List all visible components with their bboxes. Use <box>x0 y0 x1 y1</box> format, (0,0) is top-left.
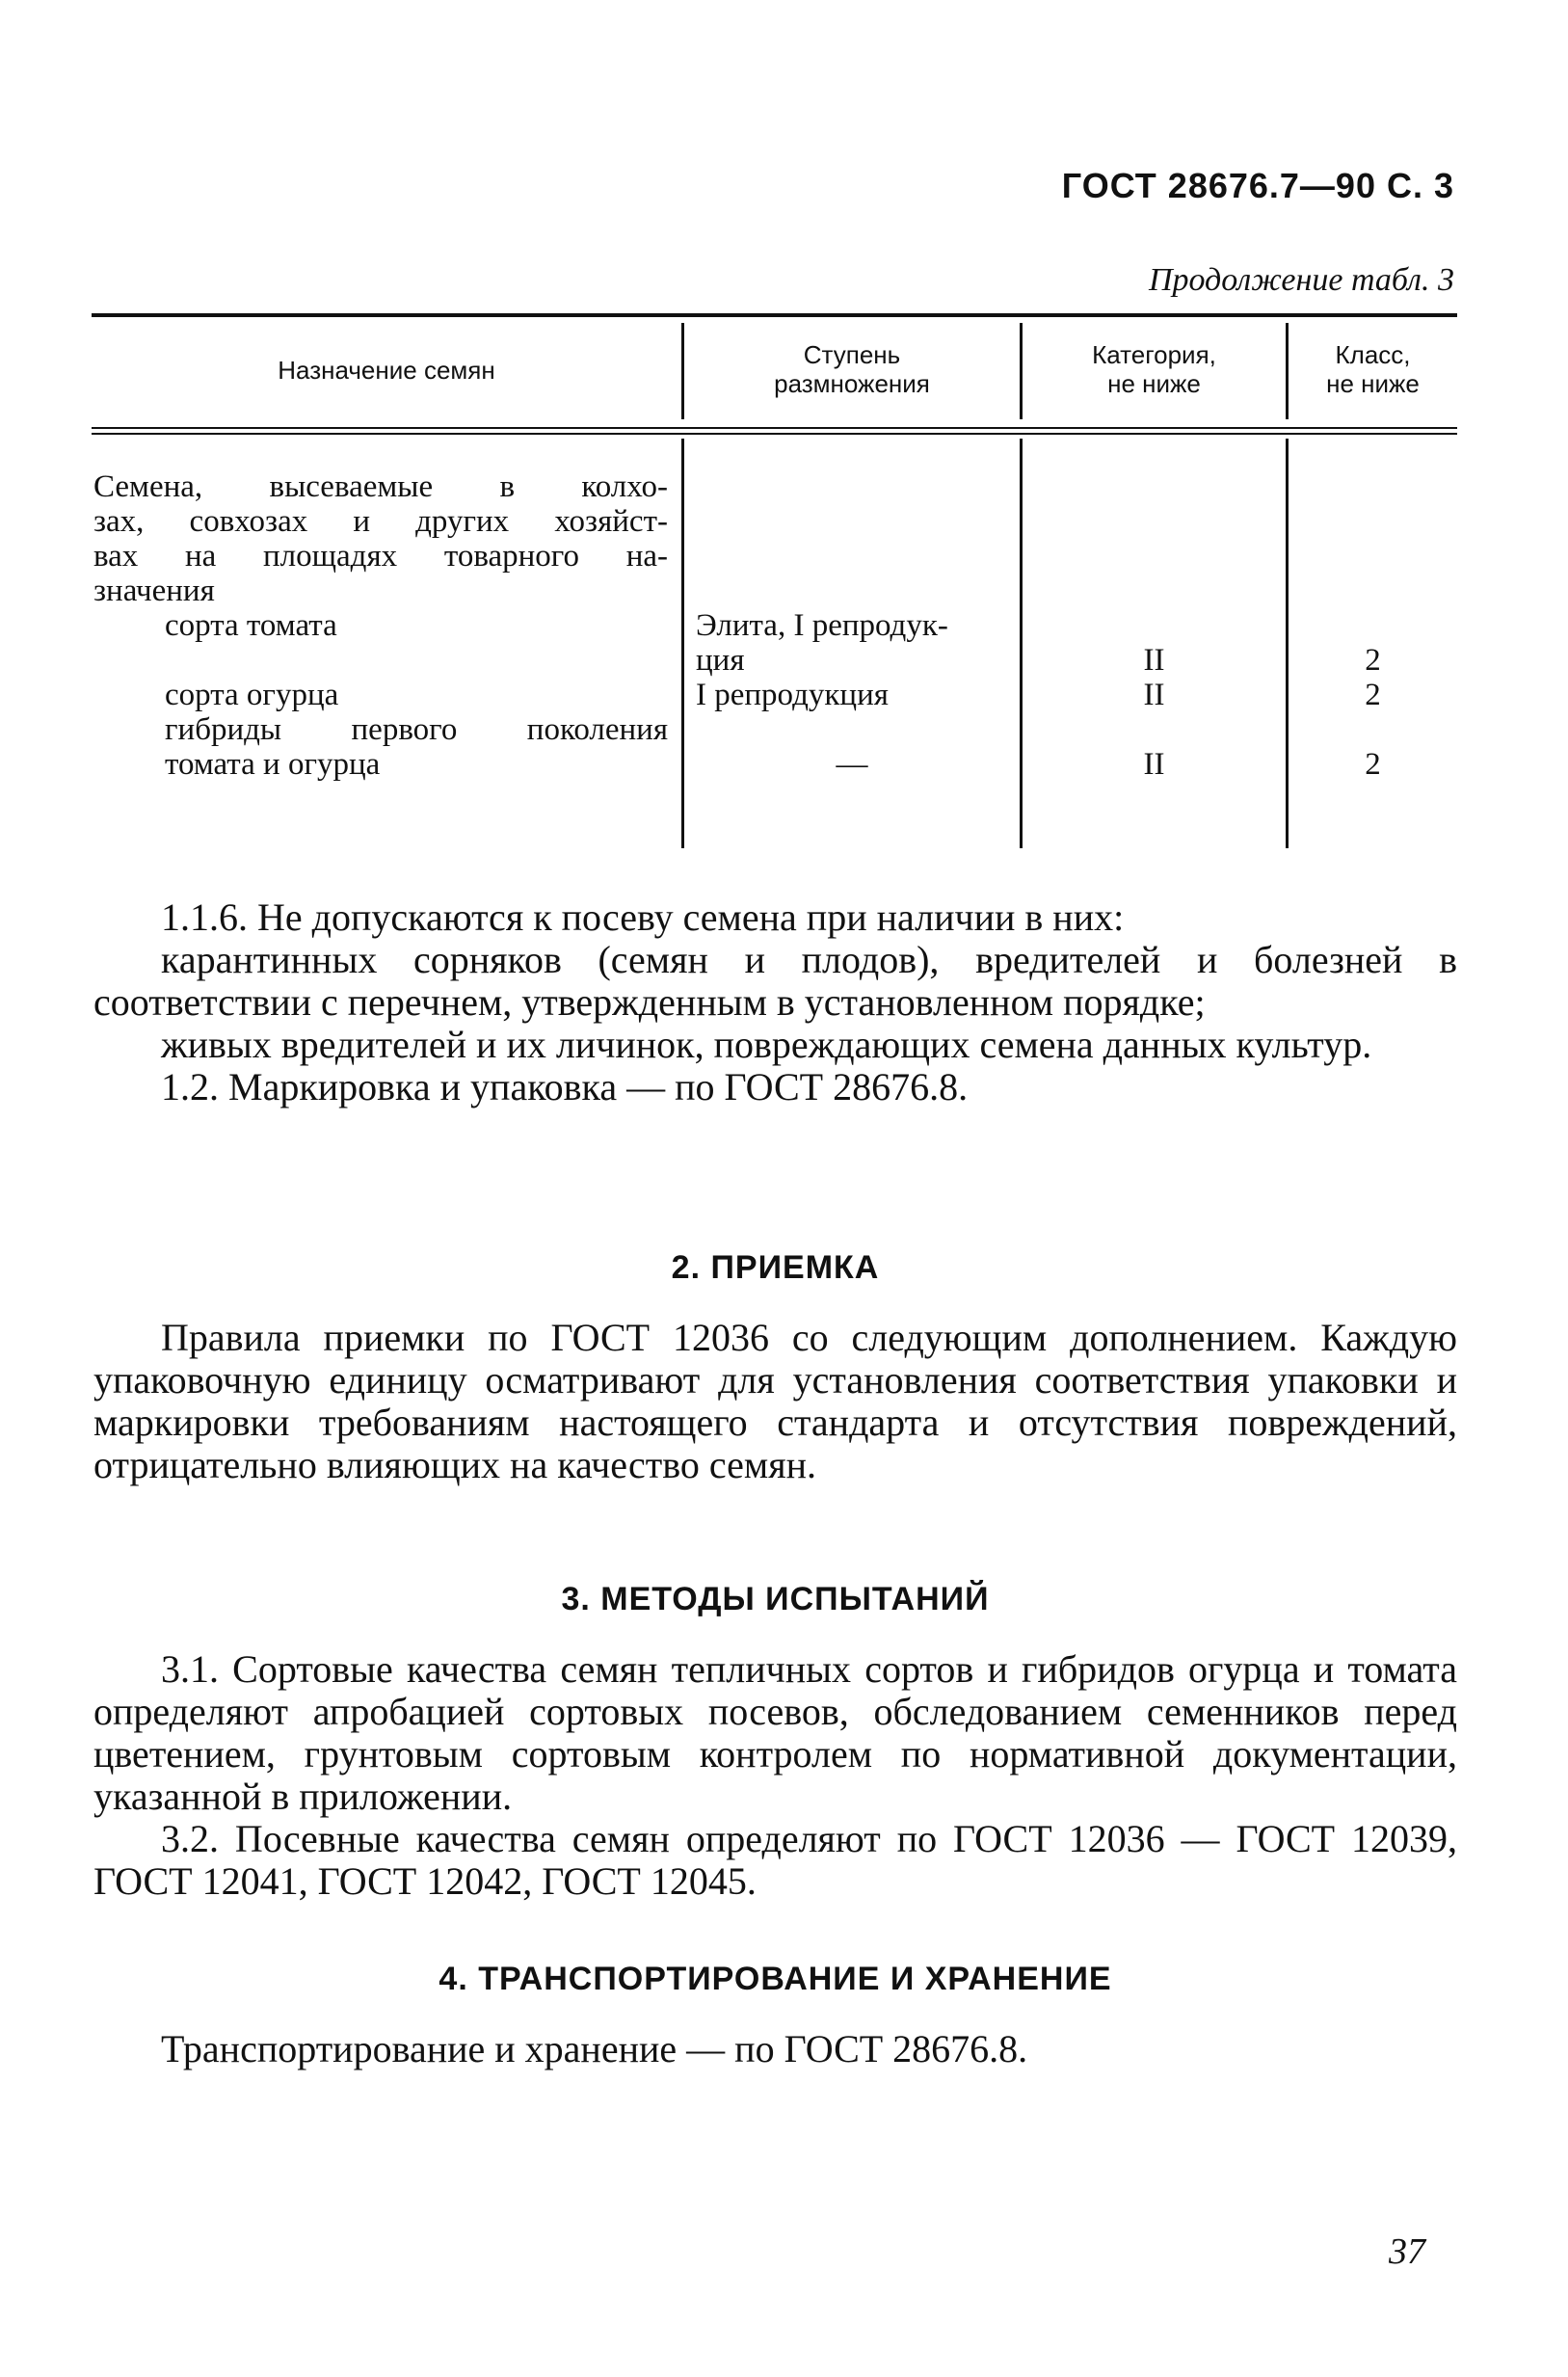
table-header-rule <box>92 427 1457 429</box>
section-2-body <box>93 1317 1457 1486</box>
row-cucumber-varieties-stage: I репродукция <box>696 678 889 712</box>
section-3-body <box>93 1648 1457 1903</box>
column-header-class-line1: Класс, <box>1335 340 1411 369</box>
row-hybrids-stage: — <box>836 747 868 782</box>
row-cucumber-varieties-category: II <box>1143 678 1165 712</box>
column-header-stage-line1: Ступень <box>803 340 901 369</box>
column-header-class <box>1289 340 1457 398</box>
column-header-stage-line2: размножения <box>774 369 930 398</box>
row-tomato-varieties-category: II <box>1143 643 1165 678</box>
group-line: Семена, высеваемые в колхо- <box>93 469 668 504</box>
table-vline-1 <box>681 439 684 848</box>
row-hybrids-class: 2 <box>1365 747 1381 782</box>
row-cucumber-varieties-class: 2 <box>1365 678 1381 712</box>
paragraph-quarantine-weeds: карантинных сорняков (семян и плодов), вредителей и болезней в соответствии с перечнем, утвержденным в установленном порядке; <box>93 938 1457 1024</box>
row-hybrids-name-line2: томата и огурца <box>165 747 381 782</box>
section-1-continuation <box>93 896 1457 1108</box>
table-group-description <box>93 469 668 608</box>
paragraph-transport-storage: Транспортирование и хранение — по ГОСТ 28676.8. <box>161 2027 1028 2070</box>
document-code: ГОСТ 28676.7—90 С. 3 <box>1061 166 1454 205</box>
group-line: зах, совхозах и других хозяйст- <box>93 504 668 539</box>
column-header-category-line1: Категория, <box>1092 340 1216 369</box>
paragraph-3-1: 3.1. Сортовые качества семян тепличных сортов и гибридов огурца и томата определяют апробацией сортовых посевов, обследованием семенников перед цветением, грунтовым сортовым контролем по нормативной документации, указанной в приложении. <box>93 1647 1457 1818</box>
paragraph-1-2: 1.2. Маркировка и упаковка — по ГОСТ 28676.8. <box>161 1065 969 1108</box>
row-hybrids-name-line1: гибриды первого поколения <box>165 712 668 747</box>
paragraph-acceptance-rules: Правила приемки по ГОСТ 12036 со следующим дополнением. Каждую упаковочную единицу осматривают для установления соответствия упаковки и маркировки требованиям настоящего стандарта и отсутствия повреждений, отрицательно влияющих на качество семян. <box>93 1316 1457 1486</box>
column-header-purpose: Назначение семян <box>278 356 495 385</box>
table-header-rule-double <box>92 433 1457 435</box>
group-line: вах на площадях товарного на- <box>93 539 668 574</box>
paragraph-live-pests: живых вредителей и их личинок, повреждающих семена данных культур. <box>161 1023 1372 1066</box>
column-header-category <box>1023 340 1286 398</box>
group-line: значения <box>93 574 215 608</box>
paragraph-3-2: 3.2. Посевные качества семян определяют по ГОСТ 12036 — ГОСТ 12039, ГОСТ 12041, ГОСТ 12042, ГОСТ 12045. <box>93 1817 1457 1903</box>
column-header-class-line2: не ниже <box>1326 369 1420 398</box>
paragraph-1-1-6: 1.1.6. Не допускаются к посеву семена при наличии в них: <box>161 895 1125 939</box>
section-title-acceptance: 2. ПРИЕМКА <box>671 1249 880 1286</box>
page-number: 37 <box>1389 2231 1425 2272</box>
table-top-rule <box>92 313 1457 317</box>
row-tomato-varieties-stage-line2: ция <box>696 643 745 678</box>
section-4-body <box>93 2028 1457 2070</box>
section-title-test-methods: 3. МЕТОДЫ ИСПЫТАНИЙ <box>561 1581 990 1617</box>
section-title-transport-storage: 4. ТРАНСПОРТИРОВАНИЕ И ХРАНЕНИЕ <box>439 1961 1112 1997</box>
row-tomato-varieties-name: сорта томата <box>165 608 337 643</box>
column-header-category-line2: не ниже <box>1107 369 1201 398</box>
row-cucumber-varieties-name: сорта огурца <box>165 678 339 712</box>
seed-table <box>92 313 1457 848</box>
row-tomato-varieties-class: 2 <box>1365 643 1381 678</box>
row-tomato-varieties-stage-line1: Элита, I репродук- <box>696 608 948 643</box>
column-header-stage <box>684 340 1020 398</box>
table-caption: Продолжение табл. 3 <box>1148 262 1454 298</box>
row-hybrids-category: II <box>1143 747 1165 782</box>
